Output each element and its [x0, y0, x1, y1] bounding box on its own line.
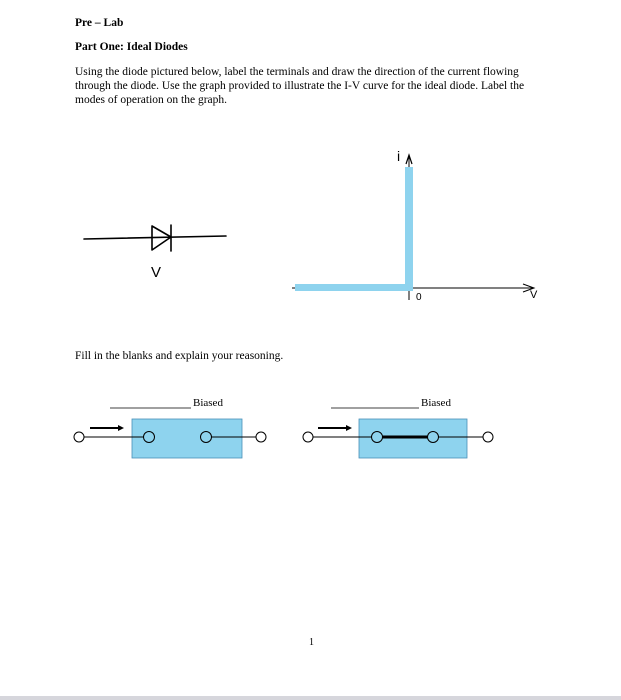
iv-origin-label: 0: [416, 292, 422, 303]
circuit-2-arrowhead: [346, 425, 352, 431]
circuit-2-right-terminal[interactable]: [483, 432, 493, 442]
circuit-2-switch-contact-left: [372, 432, 383, 443]
prelab-title: Pre – Lab: [75, 17, 124, 29]
diode-voltage-label: V: [151, 264, 162, 281]
part-title: Part One: Ideal Diodes: [75, 41, 188, 53]
page-bottom-divider: [0, 696, 621, 700]
page-number: 1: [309, 637, 314, 648]
circuit-2-biased-label: Biased: [421, 397, 451, 409]
instructions-paragraph: Using the diode pictured below, label the terminals and draw the direction of the current flowing through the diode. Use the graph provided to illustrate the I-V curve for the ideal diode. Label the modes of operation on the graph.: [75, 66, 525, 106]
circuit-2-switch-contact-right: [428, 432, 439, 443]
iv-y-label: i: [397, 148, 401, 164]
iv-x-label: V: [530, 289, 538, 301]
circuit-2-left-terminal[interactable]: [303, 432, 313, 442]
fill-blanks-prompt: Fill in the blanks and explain your reasoning.: [75, 350, 284, 362]
circuit-1-biased-label: Biased: [193, 397, 223, 409]
